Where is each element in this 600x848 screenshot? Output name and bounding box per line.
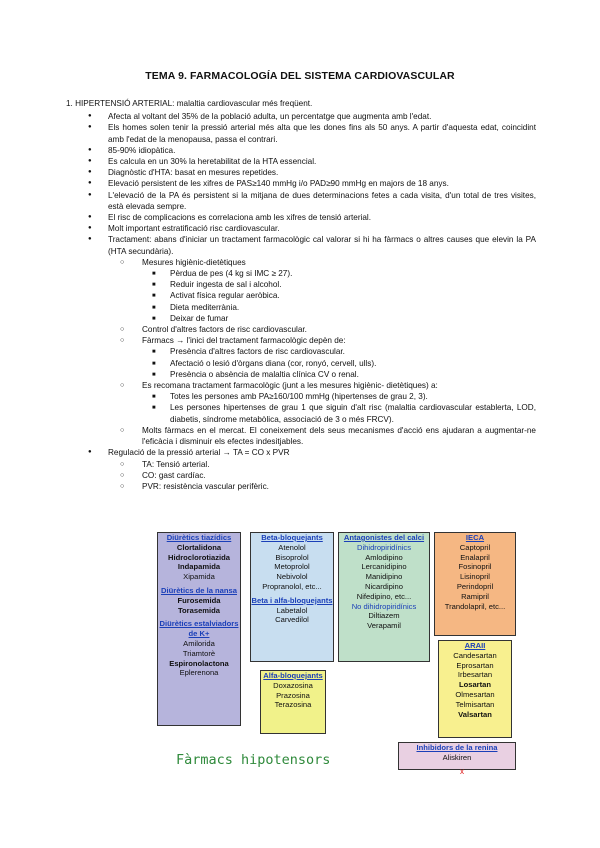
drug-name: Indapamida: [177, 562, 221, 572]
list-item: ● Molt important estratificació risc cardiovascular.: [66, 223, 536, 234]
drug-name: Losartan: [458, 680, 492, 690]
box-heading: ARAII: [464, 641, 486, 650]
list-item: ■ Les persones hipertenses de grau 1 que siguin d'alt risc (malaltia cardiovascular establerta, LOD, diabetis, síndrome metabòlica, associació de 3 o més FRCV).: [138, 402, 536, 424]
list-item: ● Afecta al voltant del 35% de la població adulta, un percentatge que augmenta amb l'edat.: [66, 111, 536, 122]
drug-name: Torasemida: [177, 605, 221, 615]
list-item: ■ Afectació o lesió d'òrgans diana (cor, ronyó, cervell, ulls).: [138, 358, 536, 369]
sub-list-item: ○ Control d'altres factors de risc cardiovascular.: [102, 324, 536, 335]
drug-name: Valsartan: [458, 709, 492, 719]
box-heading: Antagonistes del calci: [343, 533, 425, 542]
drug-name: Manidipino: [365, 572, 403, 582]
drug-name: Nebivolol: [276, 572, 308, 582]
ieca-box: [434, 532, 516, 636]
drug-name: Terazosina: [274, 700, 312, 710]
drug-name: Lercanidipino: [361, 562, 407, 572]
drug-name: Metoprolol: [274, 562, 310, 572]
box-heading: Diürètics de la nansa: [161, 585, 237, 595]
sub-list-item-mesures: [102, 257, 536, 324]
drug-name: Irbesartan: [457, 670, 493, 680]
drug-name: Triamtorè: [182, 648, 216, 658]
sub-list: [108, 459, 536, 493]
list-item: ■ Activat física regular aeròbica.: [138, 290, 536, 301]
sub-list: [108, 257, 536, 447]
diagram-caption: Fàrmacs hipotensors: [176, 752, 331, 768]
box-heading: Beta-bloquejants: [261, 533, 323, 542]
list-item: ■ Presència o absència de malaltia clínica CV o renal.: [138, 369, 536, 380]
drug-name: Amlodipino: [365, 552, 403, 562]
list-item: ■ Presència d'altres factors de risc cardiovascular.: [138, 346, 536, 357]
drug-name: Candesartan: [453, 650, 497, 660]
drug-name: Doxazosina: [273, 680, 313, 690]
drug-name: Diltiazem: [368, 611, 400, 621]
list-item: ● Diagnòstic d'HTA: basat en mesures repetides.: [66, 167, 536, 178]
sub-sub-list: [142, 346, 536, 380]
drug-name: Clortalidona: [176, 542, 222, 552]
sub-list-text: Fàrmacs → l'inici del tractament farmacològic depèn de:: [142, 336, 346, 346]
list-item: ● Es calcula en un 30% la heretabilitat de la HTA essencial.: [66, 156, 536, 167]
list-item: ■ Pèrdua de pes (4 kg si IMC ≥ 27).: [138, 268, 536, 279]
drug-name: Propranolol, etc...: [262, 581, 322, 591]
box-heading: Alfa-bloquejants: [263, 671, 323, 680]
sub-sub-list: [142, 391, 536, 425]
list-item: ■ Dieta mediterrània.: [138, 302, 536, 313]
drug-diagram: [150, 532, 520, 782]
list-item: ● L'elevació de la PA és persistent si la mitjana de dues determinacions fetes a cada visita, d'un total de tres visites, està elevada sempre.: [66, 190, 536, 212]
box-subheading: Dihidropiridínics: [356, 542, 412, 552]
page-title: TEMA 9. FARMACOLOGÍA DEL SISTEMA CARDIOVASCULAR: [145, 70, 455, 82]
sub-list-item: ○ CO: gast cardíac.: [102, 470, 536, 481]
drug-name: Hidroclorotiazida: [167, 552, 231, 562]
drug-name: Olmesartan: [455, 689, 495, 699]
alpha-blockers-box: [260, 670, 326, 734]
drug-name: Furosemida: [177, 595, 221, 605]
drug-name: Lisinopril: [460, 572, 490, 582]
calcium-antagonists-box: [338, 532, 430, 662]
drug-name: Xipamida: [183, 572, 215, 582]
sub-list-item: ○ PVR: resistència vascular perifèric.: [102, 481, 536, 492]
sub-sub-list: [142, 268, 536, 324]
drug-name: Trandolapril, etc...: [444, 601, 506, 611]
drug-name: Espironolactona: [169, 658, 229, 668]
bullet-list: [66, 111, 536, 492]
box-heading: Diürètics tiazídics: [166, 533, 232, 542]
section-heading: 1. HIPERTENSIÓ ARTERIAL: malaltia cardiovascular més freqüent.: [66, 99, 313, 108]
list-item: ● El risc de complicacions es correlaciona amb les xifres de tensió arterial.: [66, 212, 536, 223]
list-item: ■ Reduir ingesta de sal i alcohol.: [138, 279, 536, 290]
renin-inhibitors-box: [398, 742, 516, 770]
drug-name: Captopril: [459, 542, 491, 552]
box-heading: Diürètics estalviadors de K+: [159, 619, 239, 639]
beta-blockers-box: [250, 532, 334, 662]
list-item: ● Elevació persistent de les xifres de PAS≥140 mmHg i/o PAD≥90 mmHg en majors de 18 anys.: [66, 178, 536, 189]
document-body: [66, 98, 536, 492]
araii-box: [438, 640, 512, 738]
drug-name: Perindopril: [456, 581, 494, 591]
drug-name: Aliskiren: [442, 752, 472, 762]
sub-list-item-farmacs: [102, 335, 536, 380]
drug-name: Nicardipino: [365, 581, 403, 591]
box-heading: Inhibidors de la renina: [416, 743, 498, 752]
box-subheading: No dihidropiridínics: [351, 601, 417, 611]
drug-name: Fosinopril: [458, 562, 492, 572]
box-heading: Beta i alfa-bloquejants: [251, 595, 333, 605]
drug-name: Carvedilol: [275, 615, 309, 625]
list-item-tractament: [66, 234, 536, 447]
drug-name: Prazosina: [276, 690, 310, 700]
drug-name: Verapamil: [367, 621, 401, 631]
drug-name: Bisoprolol: [275, 552, 309, 562]
list-item-regulacio: [66, 447, 536, 492]
drug-name: Nifedipino, etc...: [356, 591, 412, 601]
box-heading: IECA: [465, 533, 485, 542]
red-mark: x: [460, 767, 464, 776]
list-item: ■ Deixar de fumar: [138, 313, 536, 324]
diuretics-box: [157, 532, 241, 726]
drug-name: Atenolol: [278, 542, 306, 552]
list-item: ● Els homes solen tenir la pressió arterial més alta que les dones fins als 50 anys. A partir d'aquesta edat, coincidint amb l'edat de la menopausa, passa el contrari.: [66, 122, 536, 144]
list-item: ● 85-90% idiopàtica.: [66, 145, 536, 156]
list-item-text: Tractament: abans d'iniciar un tractament farmacològic cal valorar si hi ha fàrmacs o altres causes que elevin la PA (HTA secundària).: [108, 235, 536, 256]
sub-list-text: Mesures higiènic-dietètiques: [142, 257, 246, 267]
list-item-text: Regulació de la pressió arterial → TA = CO x PVR: [108, 448, 290, 458]
drug-name: Labetalol: [276, 605, 308, 615]
sub-list-item-recomana: [102, 380, 536, 425]
drug-name: Eprosartan: [456, 660, 494, 670]
sub-list-item: ○ Molts fàrmacs en el mercat. El coneixement dels seus mecanismes d'acció ens ajudaran a augmentar-ne l'eficàcia i disminuir els efectes indesitjables.: [102, 425, 536, 447]
drug-name: Eplerenona: [179, 668, 219, 678]
sub-list-item: ○ TA: Tensió arterial.: [102, 459, 536, 470]
drug-name: Telmisartan: [455, 699, 495, 709]
sub-list-text: Es recomana tractament farmacològic (junt a les mesures higiènic- dietètiques) a:: [142, 381, 438, 391]
drug-name: Enalapril: [460, 552, 490, 562]
drug-name: Ramipril: [461, 591, 489, 601]
list-item: ■ Totes les persones amb PA≥160/100 mmHg (hipertenses de grau 2, 3).: [138, 391, 536, 402]
drug-name: Amilorida: [183, 638, 215, 648]
